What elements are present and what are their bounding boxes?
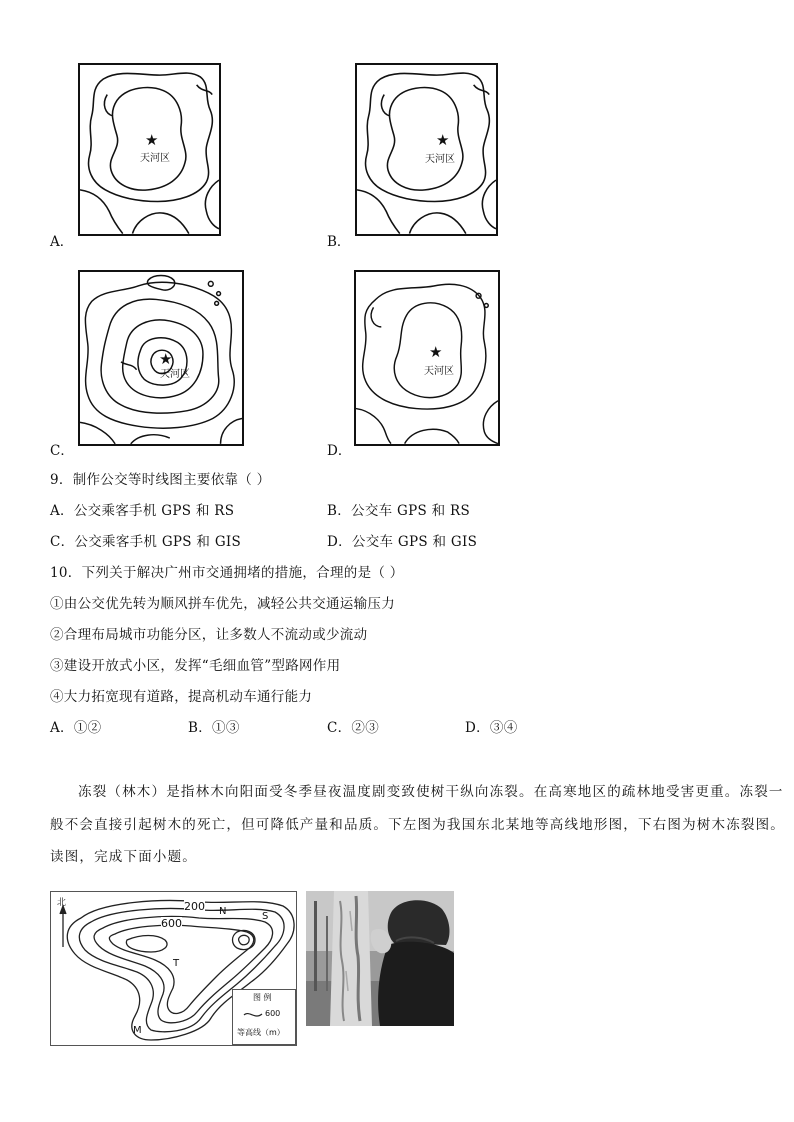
district-label: 天河区 bbox=[160, 369, 190, 380]
point-label-s: S bbox=[262, 911, 269, 922]
district-label: 天河区 bbox=[425, 154, 455, 165]
district-label: 天河区 bbox=[140, 153, 170, 164]
q10-option-d: D．③④ bbox=[465, 720, 518, 736]
q10-option-a: A．①② bbox=[50, 720, 102, 736]
contour-label-200: 200 bbox=[184, 900, 205, 913]
north-label: 北 bbox=[57, 898, 67, 908]
star-icon: ★ bbox=[159, 350, 173, 368]
legend-box bbox=[232, 989, 296, 1045]
option-d-label: D． bbox=[327, 443, 352, 459]
contour-map bbox=[50, 891, 297, 1046]
q10-item-3: ③建设开放式小区，发挥“毛细血管”型路网作用 bbox=[50, 658, 341, 674]
point-label-m: M bbox=[133, 1025, 142, 1036]
district-label: 天河区 bbox=[424, 366, 454, 377]
passage-line-1: 冻裂（林木）是指林木向阳面受冬季昼夜温度剧变致使树干纵向冻裂。在高寒地区的疏林地受害更重。冻裂一 bbox=[78, 784, 784, 800]
star-icon: ★ bbox=[145, 131, 159, 149]
contour-label-600: 600 bbox=[161, 917, 182, 930]
option-a-label: A． bbox=[50, 234, 74, 250]
option-b-label: B． bbox=[327, 234, 351, 250]
map-c bbox=[78, 270, 244, 446]
legend-title: 图 例 bbox=[253, 993, 272, 1002]
map-b bbox=[355, 63, 498, 236]
q9-option-c: C．公交乘客手机 GPS 和 GIS bbox=[50, 534, 242, 550]
passage-line-3: 读图，完成下面小题。 bbox=[50, 849, 197, 865]
star-icon: ★ bbox=[436, 131, 450, 149]
q10-option-c: C．②③ bbox=[327, 720, 380, 736]
passage-line-2: 般不会直接引起树木的死亡，但可降低产量和品质。下左图为我国东北某地等高线地形图，下右图为树木冻裂图。 bbox=[50, 817, 785, 833]
photo-illustration bbox=[306, 891, 454, 1026]
contour-lines bbox=[356, 272, 498, 444]
contour-line-symbol bbox=[243, 1010, 263, 1020]
q10-item-2: ②合理布局城市功能分区，让多数人不流动或少流动 bbox=[50, 627, 368, 643]
point-label-n: N bbox=[219, 906, 227, 917]
option-c-label: C． bbox=[50, 443, 74, 459]
q10-item-1: ①由公交优先转为顺风拼车优先，减轻公共交通运输压力 bbox=[50, 596, 395, 612]
q10-item-4: ④大力拓宽现有道路，提高机动车通行能力 bbox=[50, 689, 313, 705]
legend-value: 600 bbox=[265, 1009, 281, 1018]
q10-stem: 10．下列关于解决广州市交通拥堵的措施，合理的是（ ） bbox=[50, 565, 404, 581]
q9-option-a: A．公交乘客手机 GPS 和 RS bbox=[50, 503, 235, 519]
point-label-t: T bbox=[173, 958, 180, 969]
map-a bbox=[78, 63, 221, 236]
star-icon: ★ bbox=[429, 343, 443, 361]
map-d bbox=[354, 270, 500, 446]
legend-caption: 等高线（m） bbox=[237, 1028, 285, 1037]
q9-option-d: D．公交车 GPS 和 GIS bbox=[327, 534, 478, 550]
q9-option-b: B．公交车 GPS 和 RS bbox=[327, 503, 471, 519]
q10-option-b: B．①③ bbox=[188, 720, 240, 736]
tree-frost-crack-photo bbox=[306, 891, 454, 1026]
q9-stem: 9．制作公交等时线图主要依靠（ ） bbox=[50, 472, 271, 488]
